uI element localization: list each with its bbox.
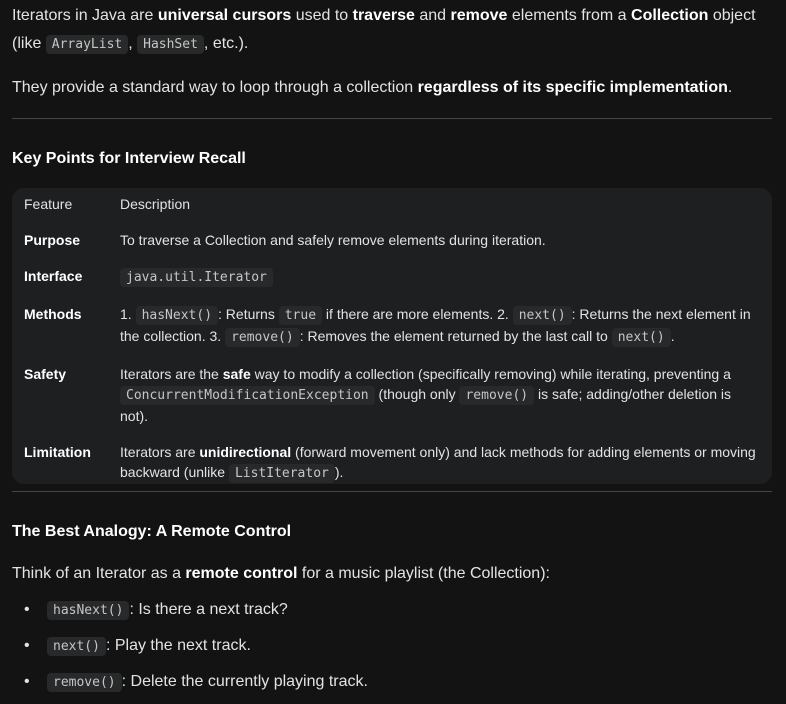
feature-cell: Methods	[24, 306, 82, 322]
inline-code: remove()	[47, 673, 122, 692]
text: (though only	[374, 386, 460, 402]
inline-code: HashSet	[137, 35, 204, 54]
bullet-icon: •	[24, 673, 30, 690]
text: Think of an Iterator as a	[12, 565, 186, 582]
table-header-row	[12, 188, 772, 230]
inline-code: hasNext()	[47, 601, 129, 620]
text: and	[414, 7, 451, 24]
description-cell	[120, 364, 772, 442]
analogy-heading: The Best Analogy: A Remote Control	[12, 523, 292, 540]
description-cell: To traverse a Collection and safely remove elements during iteration.	[120, 232, 546, 248]
list-item	[12, 632, 774, 668]
text: elements from a	[507, 7, 632, 24]
key-points-heading: Key Points for Interview Recall	[12, 150, 246, 167]
text: .	[670, 328, 675, 344]
list-item	[12, 668, 774, 704]
text: ,	[128, 35, 138, 52]
table-row	[12, 304, 772, 364]
description-cell	[120, 266, 772, 304]
inline-code: java.util.Iterator	[120, 268, 273, 287]
text: : Removes the element returned by the last call to	[299, 328, 612, 344]
bold-text: unidirectional	[199, 444, 292, 460]
text: Iterators in Java are	[12, 7, 158, 24]
bullet-icon: •	[24, 601, 30, 618]
inline-code: ListIterator	[229, 464, 335, 483]
intro-paragraph	[12, 2, 774, 58]
table-row	[12, 442, 772, 484]
description-cell	[120, 442, 772, 484]
analogy-list	[12, 596, 774, 704]
text: object (like	[12, 7, 756, 52]
text: if there are more elements. 2.	[322, 306, 513, 322]
text: : Returns	[218, 306, 279, 322]
inline-code: next()	[513, 306, 572, 325]
feature-cell: Purpose	[24, 232, 81, 248]
text: Iterators are the	[120, 366, 223, 382]
text: for a music playlist (the Collection):	[297, 565, 550, 582]
text: 1.	[120, 306, 136, 322]
inline-code: hasNext()	[136, 306, 218, 325]
text: used to	[291, 7, 353, 24]
text: Iterators are	[120, 444, 200, 460]
inline-code: remove()	[225, 328, 300, 347]
intro-paragraph-2	[12, 74, 774, 102]
table-row	[12, 364, 772, 442]
column-header-description: Description	[120, 196, 191, 212]
bold-text: regardless of its specific implementation	[417, 79, 728, 96]
bold-text: traverse	[352, 7, 415, 24]
inline-code: ConcurrentModificationException	[120, 386, 375, 405]
text: is safe; adding/other deletion is not).	[120, 386, 732, 424]
inline-code: true	[279, 306, 322, 325]
text: , etc.).	[203, 35, 249, 52]
table-row	[12, 266, 772, 304]
column-header-feature: Feature	[24, 196, 73, 212]
feature-cell: Interface	[24, 268, 83, 284]
text: : Play the next track.	[105, 637, 251, 654]
bold-text: universal cursors	[157, 7, 292, 24]
inline-code: ArrayList	[46, 35, 128, 54]
divider	[12, 118, 772, 119]
feature-cell: Safety	[24, 366, 67, 382]
text: way to modify a collection (specifically removing) while iterating, preventing a	[250, 366, 731, 382]
bullet-icon: •	[24, 637, 30, 654]
table-row	[12, 230, 772, 266]
text: ).	[334, 464, 344, 480]
list-item	[12, 596, 774, 632]
text: : Is there a next track?	[129, 601, 288, 618]
text: They provide a standard way to loop through a collection	[12, 79, 418, 96]
inline-code: remove()	[459, 386, 534, 405]
analogy-paragraph	[12, 560, 774, 588]
description-cell	[120, 304, 772, 364]
bold-text: remove	[450, 7, 508, 24]
text: (forward movement only) and lack methods for adding elements or moving backward (unlike	[120, 444, 756, 480]
divider	[12, 491, 772, 492]
inline-code: next()	[47, 637, 106, 656]
bold-text: Collection	[631, 7, 709, 24]
feature-cell: Limitation	[24, 444, 91, 460]
key-points-table	[12, 188, 772, 484]
inline-code: next()	[612, 328, 671, 347]
text: .	[727, 79, 733, 96]
text: : Delete the currently playing track.	[121, 673, 368, 690]
bold-text: remote control	[185, 565, 298, 582]
text: : Returns the next element in the collection. 3.	[120, 306, 751, 344]
bold-text: safe	[222, 366, 251, 382]
